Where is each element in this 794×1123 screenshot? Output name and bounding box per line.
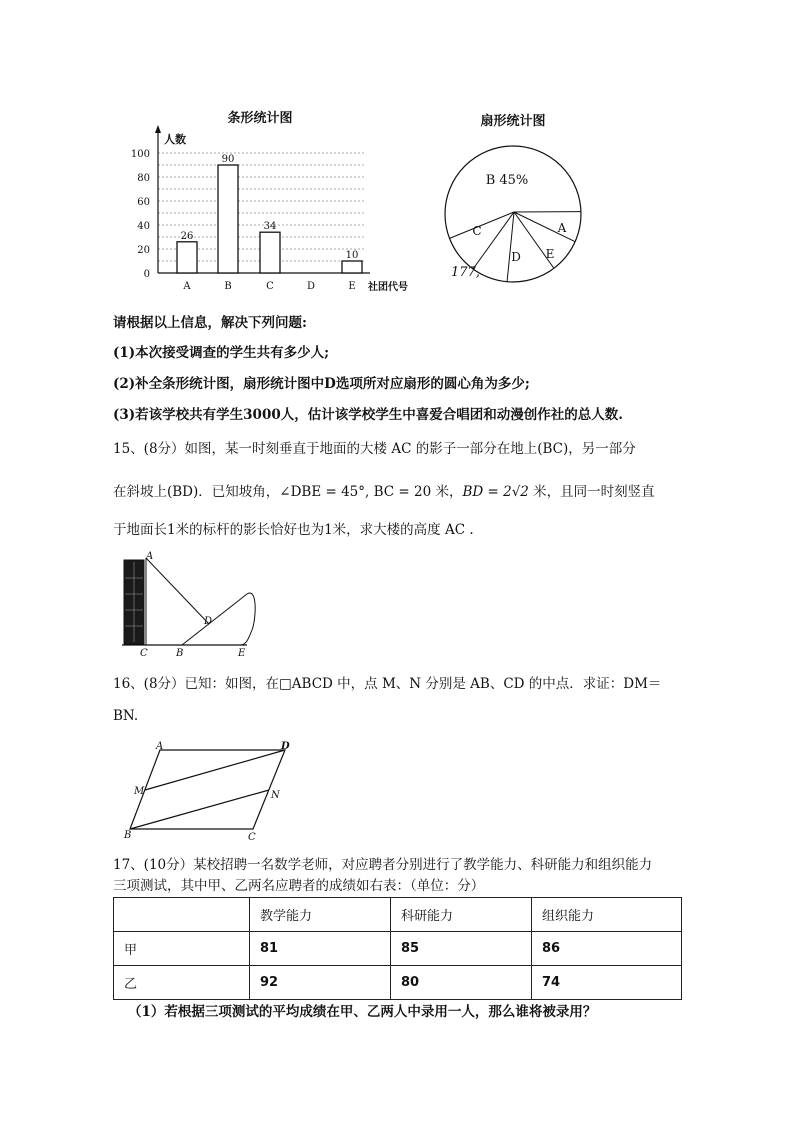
x-axis-label: 社团代号 [368, 282, 408, 293]
q17-line-2: 三项测试，其中甲、乙两名应聘者的成绩如右表：（单位：分） [113, 878, 485, 894]
table-cell: 86 [532, 932, 682, 966]
q16-label-b: B [124, 830, 132, 841]
q17-sub-1: （1）若根据三项测试的平均成绩在甲、乙两人中录用一人，那么谁将被录用？ [128, 1004, 597, 1020]
q14-item-3: (3)若该学校共有学生3000人，估计该学校学生中喜爱合唱团和动漫创作社的总人数. [113, 407, 623, 423]
q16-label-a: A [156, 741, 164, 752]
segment-bn [130, 790, 269, 829]
bar-B [218, 165, 238, 273]
pie-chart-title: 扇形统计图 [480, 114, 546, 129]
q15-line-2b: 米，且同一时刻竖直 [528, 484, 655, 500]
pie-slice-label: D [511, 250, 521, 264]
sun-ray-ad [146, 558, 209, 624]
bar-A [177, 242, 197, 273]
q15-line-1: 15、(8分）如图，某一时刻垂直于地面的大楼 AC 的影子一部分在地上(BC)，另一部分 [113, 441, 636, 457]
y-tick-label: 80 [137, 173, 150, 184]
segment-dm [145, 750, 285, 790]
x-tick-label: A [183, 281, 191, 292]
pie-slice-label: C [472, 224, 482, 238]
y-axis-label: 人数 [164, 133, 186, 146]
y-axis-arrow [155, 125, 161, 133]
y-tick-label: 40 [137, 221, 150, 232]
pie-chart [437, 108, 617, 293]
q15-figure [112, 550, 272, 665]
y-tick-label: 60 [137, 197, 150, 208]
q16-label-m: M [134, 786, 145, 797]
bar-chart [120, 105, 420, 300]
table-header-cell [114, 898, 250, 932]
q14-item-2: (2)补全条形统计图，扇形统计图中D选项所对应扇形的圆心角为多少; [113, 376, 530, 392]
bar-value-label: 90 [221, 154, 235, 165]
table-header-cell: 科研能力 [391, 898, 532, 932]
y-tick-label: 100 [130, 149, 150, 160]
pie-slice-label: E [545, 247, 555, 261]
q15-line-3: 于地面长1米的标杆的影长恰好也为1米，求大楼的高度 AC . [113, 522, 474, 538]
q15-label-d: D [204, 616, 213, 627]
table-header-cell: 教学能力 [250, 898, 391, 932]
table-cell-name: 乙 [114, 966, 250, 1000]
table-cell: 85 [391, 932, 532, 966]
table-header-row [114, 898, 682, 932]
q15-label-c: C [140, 648, 148, 659]
q15-line-2a: 在斜坡上(BD)．已知坡角，∠DBE = 45°, BC = 20 米， [113, 484, 463, 500]
q15-label-b: B [176, 648, 184, 659]
table-header-cell: 组织能力 [532, 898, 682, 932]
q16-line-2: BN. [113, 708, 139, 724]
table-row [114, 932, 682, 966]
q17-line-1: 17、(10分）某校招聘一名数学老师，对应聘者分别进行了教学能力、科研能力和组织能力 [113, 857, 653, 873]
q15-line-2 [113, 482, 655, 502]
bar-value-label: 10 [345, 250, 359, 261]
q16-line-1: 16、(8分）已知：如图，在□ABCD 中，点 M、N 分别是 AB、CD 的中点．求证：DM＝ [113, 676, 662, 692]
q16-label-d: D [281, 741, 290, 752]
table-cell: 80 [391, 966, 532, 1000]
q16-label-c: C [248, 832, 256, 842]
q14-intro: 请根据以上信息，解决下列问题: [113, 315, 307, 331]
q16-figure [118, 740, 298, 842]
bar-C [260, 232, 280, 273]
table-cell: 92 [250, 966, 391, 1000]
y-tick-label: 0 [143, 269, 150, 280]
table-cell: 81 [250, 932, 391, 966]
bar-E [342, 261, 362, 273]
x-tick-label: D [306, 281, 316, 292]
table-cell: 74 [532, 966, 682, 1000]
y-tick-label: 20 [137, 245, 150, 256]
bar-chart-title: 条形统计图 [227, 111, 293, 126]
q15-label-a: A [146, 551, 154, 562]
x-tick-label: C [266, 281, 274, 292]
x-tick-label: E [348, 281, 356, 292]
pie-scribble: 177, [451, 265, 480, 280]
bar-value-label: 26 [180, 230, 194, 242]
score-table [113, 897, 682, 1000]
pie-slice-label: B 45% [485, 173, 529, 188]
pie-boundary [507, 212, 514, 282]
table-cell-name: 甲 [114, 932, 250, 966]
slope [182, 593, 255, 645]
q16-label-n: N [271, 790, 280, 801]
bar-value-label: 34 [263, 221, 277, 233]
parallelogram-abcd [130, 750, 285, 829]
q14-item-1: (1)本次接受调查的学生共有多少人; [113, 345, 330, 361]
table-row [114, 966, 682, 1000]
q15-label-e: E [238, 648, 246, 659]
pie-slice-label: A [557, 221, 567, 235]
q15-bd-formula: BD = 2√2 [462, 484, 529, 500]
x-tick-label: B [224, 281, 232, 292]
